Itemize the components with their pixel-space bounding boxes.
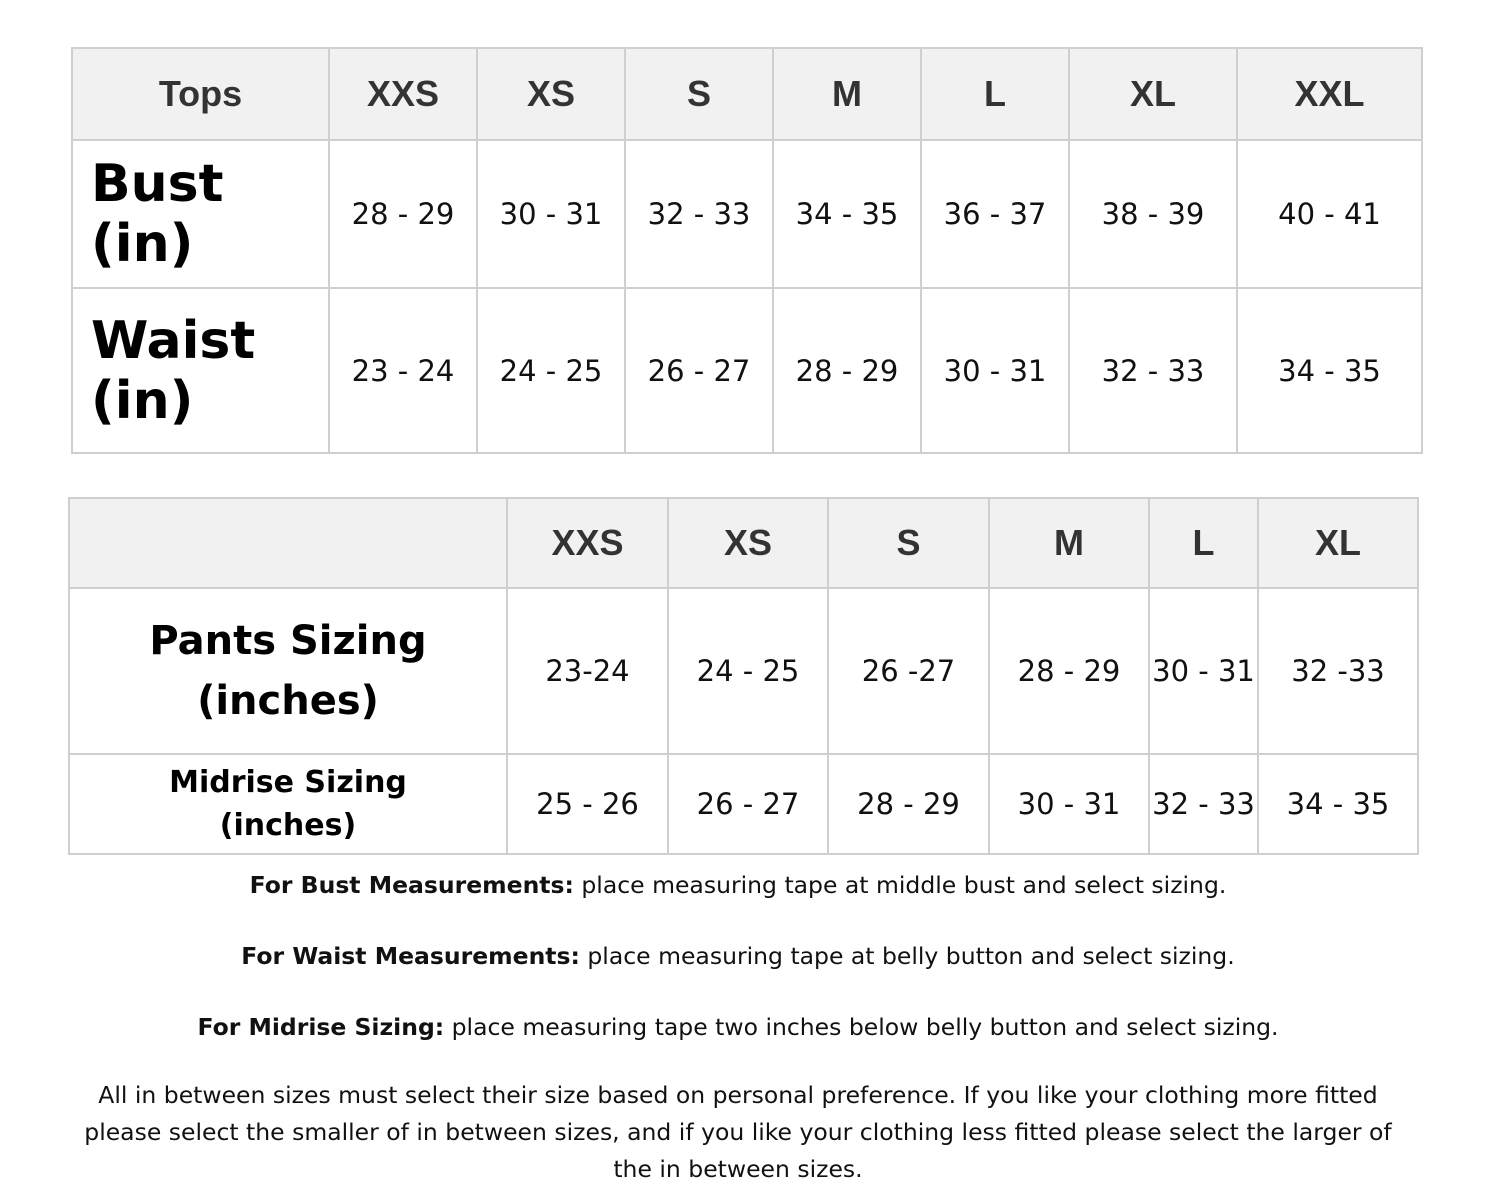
table-cell: 38 - 39 <box>1069 140 1237 288</box>
midrise-row-label-line2: (inches) <box>219 808 357 843</box>
table-cell: 34 - 35 <box>1237 288 1422 453</box>
pants-row-label <box>69 588 507 754</box>
table-cell: 26 - 27 <box>668 754 828 854</box>
tops-size-table <box>71 47 1423 454</box>
table-cell: 25 - 26 <box>507 754 668 854</box>
tops-waist-row <box>72 288 1422 453</box>
table-cell: 30 - 31 <box>989 754 1149 854</box>
pants-header-xl: XL <box>1258 498 1418 588</box>
measurement-notes <box>70 864 1406 1188</box>
tops-header-xxs: XXS <box>329 48 477 140</box>
midrise-note <box>70 1006 1406 1077</box>
table-cell: 30 - 31 <box>921 288 1069 453</box>
table-cell: 26 -27 <box>828 588 989 754</box>
pants-row-label-line2: (inches) <box>197 678 379 724</box>
table-cell: 30 - 31 <box>1149 588 1258 754</box>
table-cell: 24 - 25 <box>477 288 625 453</box>
tops-bust-row <box>72 140 1422 288</box>
table-cell: 30 - 31 <box>477 140 625 288</box>
table-cell: 32 - 33 <box>625 140 773 288</box>
table-cell: 28 - 29 <box>989 588 1149 754</box>
table-cell: 28 - 29 <box>828 754 989 854</box>
table-cell: 34 - 35 <box>1258 754 1418 854</box>
table-cell: 36 - 37 <box>921 140 1069 288</box>
table-cell: 26 - 27 <box>625 288 773 453</box>
midrise-sizing-row <box>69 754 1418 854</box>
midrise-row-label <box>69 754 507 854</box>
tops-header-xl: XL <box>1069 48 1237 140</box>
table-cell: 28 - 29 <box>773 288 921 453</box>
waist-note-text: place measuring tape at belly button and select sizing. <box>579 942 1235 970</box>
midrise-row-label-line1: Midrise Sizing <box>169 764 407 800</box>
pants-header-s: S <box>828 498 989 588</box>
waist-note-label: For Waist Measurements: <box>241 942 580 970</box>
pants-header-row <box>69 498 1418 588</box>
pants-header-xxs: XXS <box>507 498 668 588</box>
tops-header-label: Tops <box>72 48 329 140</box>
bust-note-text: place measuring tape at middle bust and select sizing. <box>573 871 1227 899</box>
midrise-note-text: place measuring tape two inches below belly button and select sizing. <box>444 1013 1279 1041</box>
tops-header-l: L <box>921 48 1069 140</box>
bust-row-label: Bust (in) <box>72 140 329 288</box>
pants-header-l: L <box>1149 498 1258 588</box>
bust-note-label: For Bust Measurements: <box>249 871 574 899</box>
table-cell: 34 - 35 <box>773 140 921 288</box>
pants-row-label-line1: Pants Sizing <box>149 618 427 664</box>
pants-header-m: M <box>989 498 1149 588</box>
table-cell: 23 - 24 <box>329 288 477 453</box>
table-cell: 32 -33 <box>1258 588 1418 754</box>
in-between-sizes-note: All in between sizes must select their size based on personal preference. If you like your clothing more fitted please select the smaller of in between sizes, and if you like your clothing less fitted please select the larger of the in between sizes. <box>84 1081 1392 1183</box>
tops-header-s: S <box>625 48 773 140</box>
table-cell: 23-24 <box>507 588 668 754</box>
table-cell: 28 - 29 <box>329 140 477 288</box>
pants-header-xs: XS <box>668 498 828 588</box>
tops-header-m: M <box>773 48 921 140</box>
table-cell: 40 - 41 <box>1237 140 1422 288</box>
waist-row-label: Waist (in) <box>72 288 329 453</box>
waist-note <box>70 935 1406 1006</box>
tops-header-xs: XS <box>477 48 625 140</box>
pants-sizing-row <box>69 588 1418 754</box>
bust-note <box>70 864 1406 935</box>
pants-header-blank <box>69 498 507 588</box>
table-cell: 24 - 25 <box>668 588 828 754</box>
table-cell: 32 - 33 <box>1149 754 1258 854</box>
tops-header-row <box>72 48 1422 140</box>
table-cell: 32 - 33 <box>1069 288 1237 453</box>
tops-header-xxl: XXL <box>1237 48 1422 140</box>
midrise-note-label: For Midrise Sizing: <box>197 1013 445 1041</box>
pants-size-table <box>68 497 1419 855</box>
